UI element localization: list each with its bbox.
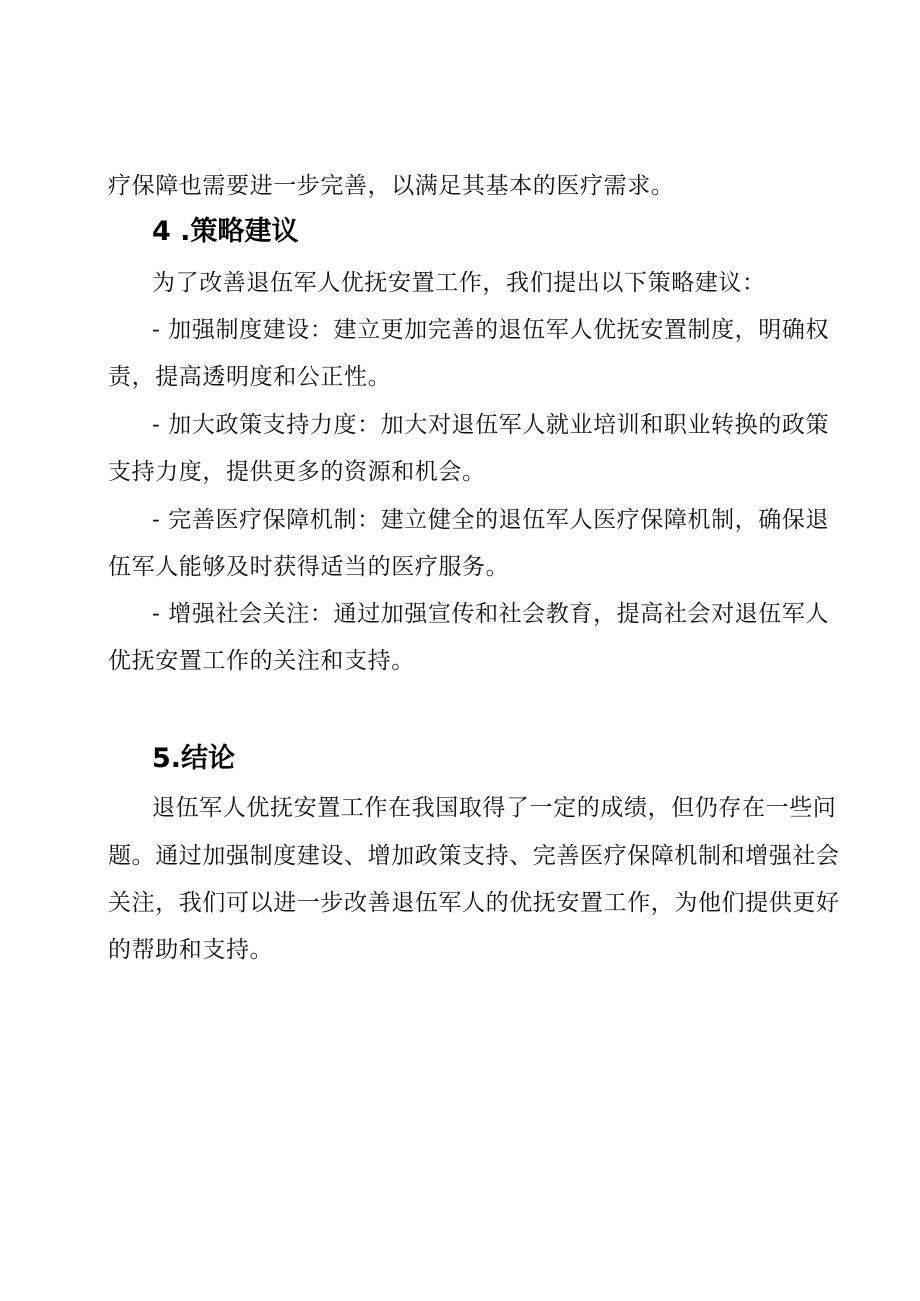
strategy-item-3-line2: 伍军人能够及时获得适当的医疗服务。 [108, 554, 510, 580]
conclusion-line-4: 的帮助和支持。 [108, 937, 274, 963]
conclusion-line-2: 题。通过加强制度建设、增加政策支持、完善医疗保障机制和增强社会 [108, 843, 840, 869]
strategy-item-4-line1: - 增强社会关注：通过加强宣传和社会教育，提高社会对退伍军人 [152, 601, 830, 627]
strategy-item-3-line1: - 完善医疗保障机制：建立健全的退伍军人医疗保障机制，确保退 [152, 507, 830, 533]
section-4-heading: 4 .策略建议 [152, 216, 299, 247]
strategy-item-1-line1: - 加强制度建设：建立更加完善的退伍军人优抚安置制度，明确权 [152, 317, 830, 343]
section-5-heading: 5.结论 [152, 743, 236, 774]
conclusion-line-1: 退伍军人优抚安置工作在我国取得了一定的成绩，但仍存在一些问 [152, 795, 837, 821]
strategy-item-4-line2: 优抚安置工作的关注和支持。 [108, 648, 415, 674]
strategy-item-2-line1: - 加大政策支持力度：加大对退伍军人就业培训和职业转换的政策 [152, 412, 830, 438]
intro-tail-text: 疗保障也需要进一步完善，以满足其基本的医疗需求。 [108, 173, 675, 199]
section-4-lead: 为了改善退伍军人优抚安置工作，我们提出以下策略建议： [152, 270, 766, 296]
conclusion-line-3: 关注，我们可以进一步改善退伍军人的优抚安置工作，为他们提供更好 [108, 890, 840, 916]
strategy-item-2-line2: 支持力度，提供更多的资源和机会。 [108, 459, 486, 485]
strategy-item-1-line2: 责，提高透明度和公正性。 [108, 364, 392, 390]
